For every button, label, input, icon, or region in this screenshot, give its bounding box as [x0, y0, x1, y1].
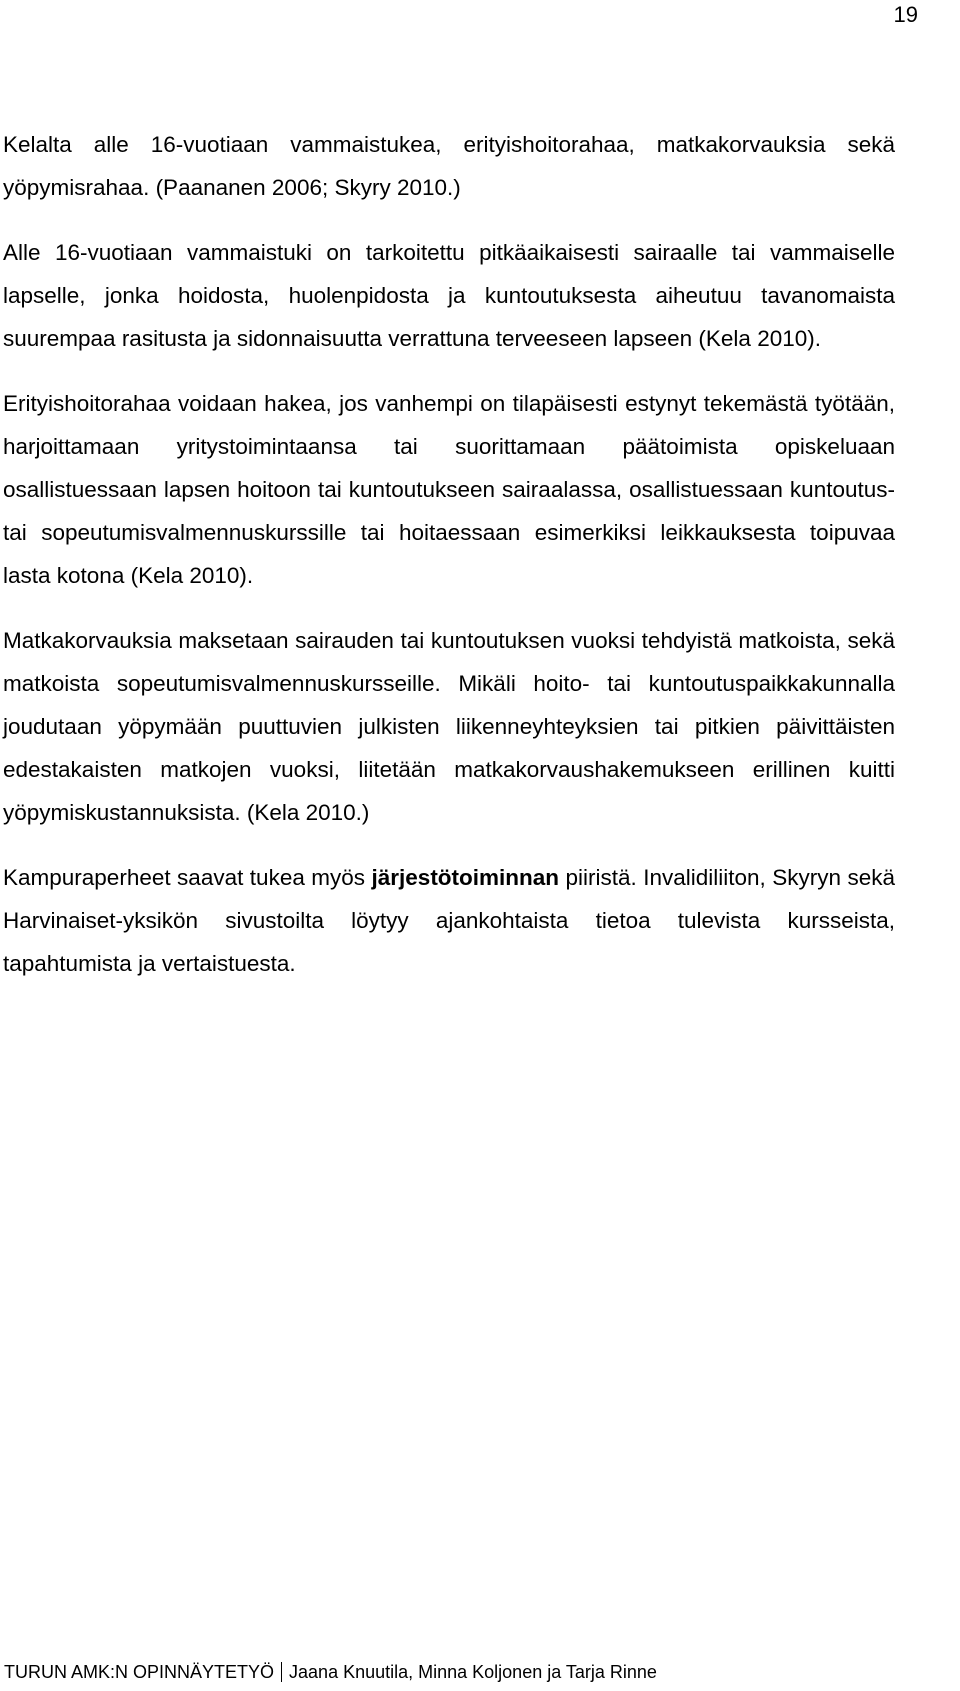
- emphasized-term: järjestötoiminnan: [371, 865, 560, 890]
- paragraph: Kelalta alle 16-vuotiaan vammaistukea, erityishoitorahaa, matkakorvauksia sekä yöpymisrahaa. (Paananen 2006; Skyry 2010.): [3, 132, 895, 200]
- footer-institution: TURUN AMK:N OPINNÄYTETYÖ: [4, 1662, 275, 1682]
- page-footer: [4, 1662, 657, 1683]
- footer-separator: [281, 1662, 282, 1682]
- paragraph: Alle 16-vuotiaan vammaistuki on tarkoitettu pitkäaikaisesti sairaalle tai vammaiselle lapselle, jonka hoidosta, huolenpidosta ja kuntoutuksesta aiheutuu tavanomaista suurempaa rasitusta ja sidonnaisuutta verrattuna terveeseen lapseen (Kela 2010).: [3, 240, 895, 351]
- document-body: [3, 123, 895, 1007]
- paragraph-text: Kampuraperheet saavat tukea myös: [3, 865, 372, 890]
- paragraph-text: piiristä. Invalidiliiton, Skyryn sekä Harvinaiset-yksikön sivustoilta löytyy ajankohtaista tietoa tulevista kursseista, tapahtumista ja vertaistuesta.: [3, 865, 895, 976]
- paragraph: Erityishoitorahaa voidaan hakea, jos vanhempi on tilapäisesti estynyt tekemästä työtään, harjoittamaan yritystoimintaansa tai suorittamaan päätoimista opiskeluaan osallistuessaan lapsen hoitoon tai kuntoutukseen sairaalassa, osallistuessaan kuntoutus- tai sopeutumisvalmennuskurssille tai hoitaessaan esimerkiksi leikkauksesta toipuvaa lasta kotona (Kela 2010).: [3, 391, 895, 588]
- paragraph: Matkakorvauksia maksetaan sairauden tai kuntoutuksen vuoksi tehdyistä matkoista, sekä matkoista sopeutumisvalmennuskursseille. Mikäli hoito- tai kuntoutuspaikkakunnalla joudutaan yöpymään puuttuvien julkisten liikenneyhteyksien tai pitkien päivittäisten edestakaisten matkojen vuoksi, liitetään matkakorvaushakemukseen erillinen kuitti yöpymiskustannuksista. (Kela 2010.): [3, 628, 895, 825]
- paragraph-last: [3, 856, 895, 985]
- footer-authors: Jaana Knuutila, Minna Koljonen ja Tarja Rinne: [289, 1662, 657, 1682]
- page-number: 19: [893, 2, 918, 27]
